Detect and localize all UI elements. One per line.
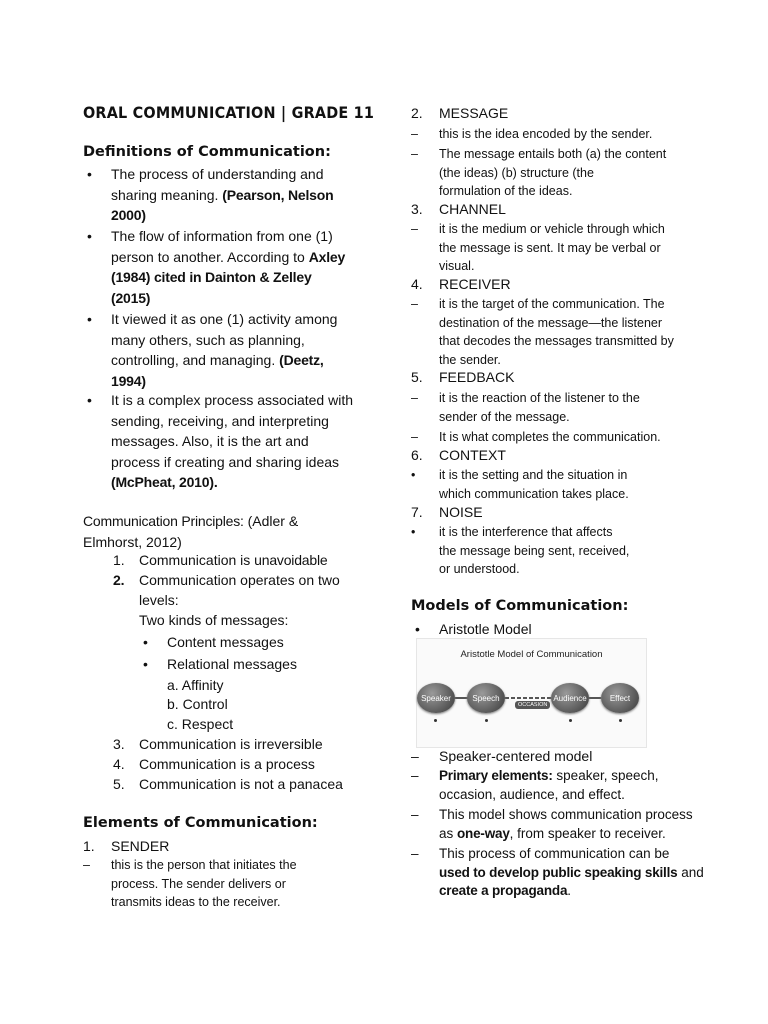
- bullet-icon: •: [87, 228, 92, 244]
- dash-icon: –: [411, 430, 418, 444]
- element-number: 4.: [411, 276, 423, 292]
- principle-keyword: irreversible: [254, 736, 323, 752]
- citation: (1984) cited in Dainton & Zelley: [111, 269, 312, 285]
- principle-text: Communication is: [139, 552, 251, 568]
- element-name: MESSAGE: [439, 105, 509, 121]
- kind-text: Relational messages: [167, 656, 297, 672]
- principle-keyword: unavoidable: [254, 552, 328, 568]
- dash-icon: –: [411, 748, 419, 764]
- element-number: 3.: [411, 201, 423, 217]
- diagram-node-effect: Effect: [601, 683, 639, 713]
- bullet-icon: •: [87, 311, 92, 327]
- relational-sub-item: b. Control: [167, 696, 228, 712]
- definitions-heading: Definitions of Communication:: [83, 144, 331, 160]
- bullet-icon: •: [411, 525, 416, 539]
- bullet-icon: •: [87, 166, 92, 182]
- model-point-text: occasion, audience, and effect.: [439, 786, 625, 802]
- principle-text: Communication: [139, 572, 237, 588]
- diagram-node-speaker: Speaker: [417, 683, 455, 713]
- principle-text: Communication is: [139, 776, 251, 792]
- element-text: or understood.: [439, 562, 520, 576]
- model-point-text: as: [439, 825, 458, 841]
- diagram-node-speech: Speech: [467, 683, 505, 713]
- citation: (McPheat, 2010).: [111, 474, 218, 490]
- definition-text: process if creating and sharing ideas: [111, 453, 340, 470]
- element-number: 1.: [83, 838, 95, 854]
- arrow-line: [505, 697, 551, 699]
- model-point-text: speaker, speech,: [552, 768, 659, 783]
- element-name: NOISE: [439, 504, 483, 520]
- elements-heading: Elements of Communication:: [83, 815, 318, 831]
- principle-keyword: not a panacea: [254, 776, 343, 792]
- element-text: It is what completes the communication.: [439, 430, 661, 444]
- dash-icon: –: [411, 846, 419, 861]
- bullet-icon: •: [87, 392, 92, 408]
- definition-text: many others, such as planning,: [111, 331, 305, 348]
- element-text: formulation of the ideas.: [439, 184, 573, 198]
- bullet-icon: •: [411, 468, 416, 482]
- principle-keyword: a process: [254, 756, 315, 772]
- model-point-text: , from speaker to receiver.: [509, 825, 666, 841]
- page-title: ORAL COMMUNICATION | GRADE 11: [83, 103, 375, 122]
- diagram-node-audience: Audience: [551, 683, 589, 713]
- bullet-icon: •: [143, 634, 148, 650]
- element-text: process. The sender delivers or: [111, 876, 286, 891]
- citation: (Deetz,: [279, 352, 324, 368]
- element-text: it is the setting and the situation in: [439, 468, 628, 482]
- element-name: CONTEXT: [439, 447, 506, 463]
- bullet-icon: •: [143, 656, 148, 672]
- element-text: this is the idea encoded by the sender.: [439, 127, 653, 141]
- element-text: sender of the message.: [439, 409, 570, 424]
- definition-text: controlling, and managing.: [111, 352, 276, 368]
- dash-icon: –: [411, 297, 418, 311]
- model-point-keyword: Primary elements:: [439, 768, 553, 783]
- relational-sub-item: c. Respect: [167, 716, 234, 732]
- definition-text: The flow of information from one (1): [111, 228, 333, 244]
- node-dot: [485, 719, 488, 722]
- element-name: RECEIVER: [439, 276, 511, 292]
- model-point-keyword: create a propaganda: [439, 883, 568, 898]
- principles-label: Communication Principles:: [83, 513, 244, 529]
- element-text: visual.: [439, 259, 475, 273]
- dash-icon: –: [411, 147, 418, 161]
- element-text: The message entails both (a) the content: [439, 147, 667, 161]
- definition-text: sending, receiving, and interpreting: [111, 412, 329, 429]
- definition-text: It viewed it as one (1) activity among: [111, 311, 338, 327]
- model-point-text: .: [567, 883, 572, 898]
- principle-number: 1.: [113, 552, 125, 568]
- element-text: it is the medium or vehicle through which: [439, 222, 665, 236]
- model-point-keyword: Speaker-centered model: [439, 748, 593, 764]
- definition-text: sharing meaning.: [111, 186, 219, 203]
- model-point-keyword: used to develop public speaking skills: [439, 864, 678, 880]
- kind-text: Content messages: [167, 634, 284, 650]
- element-name: FEEDBACK: [439, 369, 515, 385]
- node-dot: [434, 719, 437, 722]
- dash-icon: –: [83, 858, 90, 872]
- element-text: this is the person that initiates the: [111, 858, 297, 872]
- model-name: Aristotle Model: [439, 621, 532, 637]
- principle-keyword: operates on two: [240, 572, 340, 588]
- element-text: (the ideas) (b) structure (the: [439, 165, 594, 180]
- dash-icon: –: [411, 391, 418, 405]
- element-text: which communication takes place.: [439, 486, 629, 501]
- element-text: that decodes the messages transmitted by: [439, 334, 674, 348]
- dash-icon: –: [411, 127, 418, 141]
- element-text: it is the reaction of the listener to the: [439, 391, 640, 405]
- element-text: it is the target of the communication. The: [439, 297, 665, 311]
- principle-number: 5.: [113, 776, 125, 792]
- citation: 1994): [111, 372, 146, 389]
- node-dot: [619, 719, 622, 722]
- element-number: 5.: [411, 369, 423, 385]
- principle-number: 4.: [113, 756, 125, 772]
- kinds-heading: Two kinds of messages:: [139, 612, 289, 628]
- citation: (2015): [111, 289, 151, 306]
- citation: 2000): [111, 207, 146, 223]
- element-text: destination of the message—the listener: [439, 315, 663, 330]
- principle-text: Communication is: [139, 756, 251, 772]
- model-point-text: This model shows communication process: [439, 807, 693, 822]
- element-number: 7.: [411, 504, 423, 520]
- element-name: SENDER: [111, 838, 170, 854]
- principles-source: Elmhorst, 2012): [83, 533, 182, 550]
- definition-text: messages. Also, it is the art and: [111, 433, 309, 449]
- model-point-text: and: [677, 864, 704, 880]
- element-number: 6.: [411, 447, 423, 463]
- models-heading: Models of Communication:: [411, 598, 629, 614]
- aristotle-model-diagram: [416, 638, 647, 748]
- element-number: 2.: [411, 105, 423, 121]
- model-point-text: This process of communication can be: [439, 846, 670, 861]
- principle-number: 3.: [113, 736, 125, 752]
- principle-text: Communication is: [139, 736, 251, 752]
- principles-source: (Adler &: [247, 513, 299, 529]
- relational-sub-item: a. Affinity: [167, 677, 224, 693]
- dash-icon: –: [411, 768, 419, 783]
- connector-line: [589, 697, 601, 699]
- element-text: it is the interference that affects: [439, 525, 613, 539]
- occasion-label: OCCASION: [515, 701, 550, 709]
- principle-keyword: levels:: [139, 592, 179, 608]
- element-name: CHANNEL: [439, 201, 506, 217]
- element-text: the sender.: [439, 352, 501, 367]
- bullet-icon: •: [415, 621, 420, 637]
- model-point-keyword: one-way: [457, 825, 510, 841]
- citation: (Pearson, Nelson: [222, 186, 334, 203]
- dash-icon: –: [411, 807, 419, 822]
- diagram-title: Aristotle Model of Communication: [460, 649, 603, 660]
- citation: Axley: [308, 248, 346, 265]
- definition-text: It is a complex process associated with: [111, 392, 353, 408]
- element-text: the message is sent. It may be verbal or: [439, 240, 661, 255]
- definition-text: person to another. According to: [111, 248, 305, 265]
- principles-intro: [83, 511, 373, 552]
- definition-text: The process of understanding and: [111, 166, 324, 182]
- node-dot: [569, 719, 572, 722]
- element-text: the message being sent, received,: [439, 543, 630, 558]
- dash-icon: –: [411, 222, 418, 236]
- principle-number: 2.: [113, 572, 125, 588]
- element-text: transmits ideas to the receiver.: [111, 895, 281, 909]
